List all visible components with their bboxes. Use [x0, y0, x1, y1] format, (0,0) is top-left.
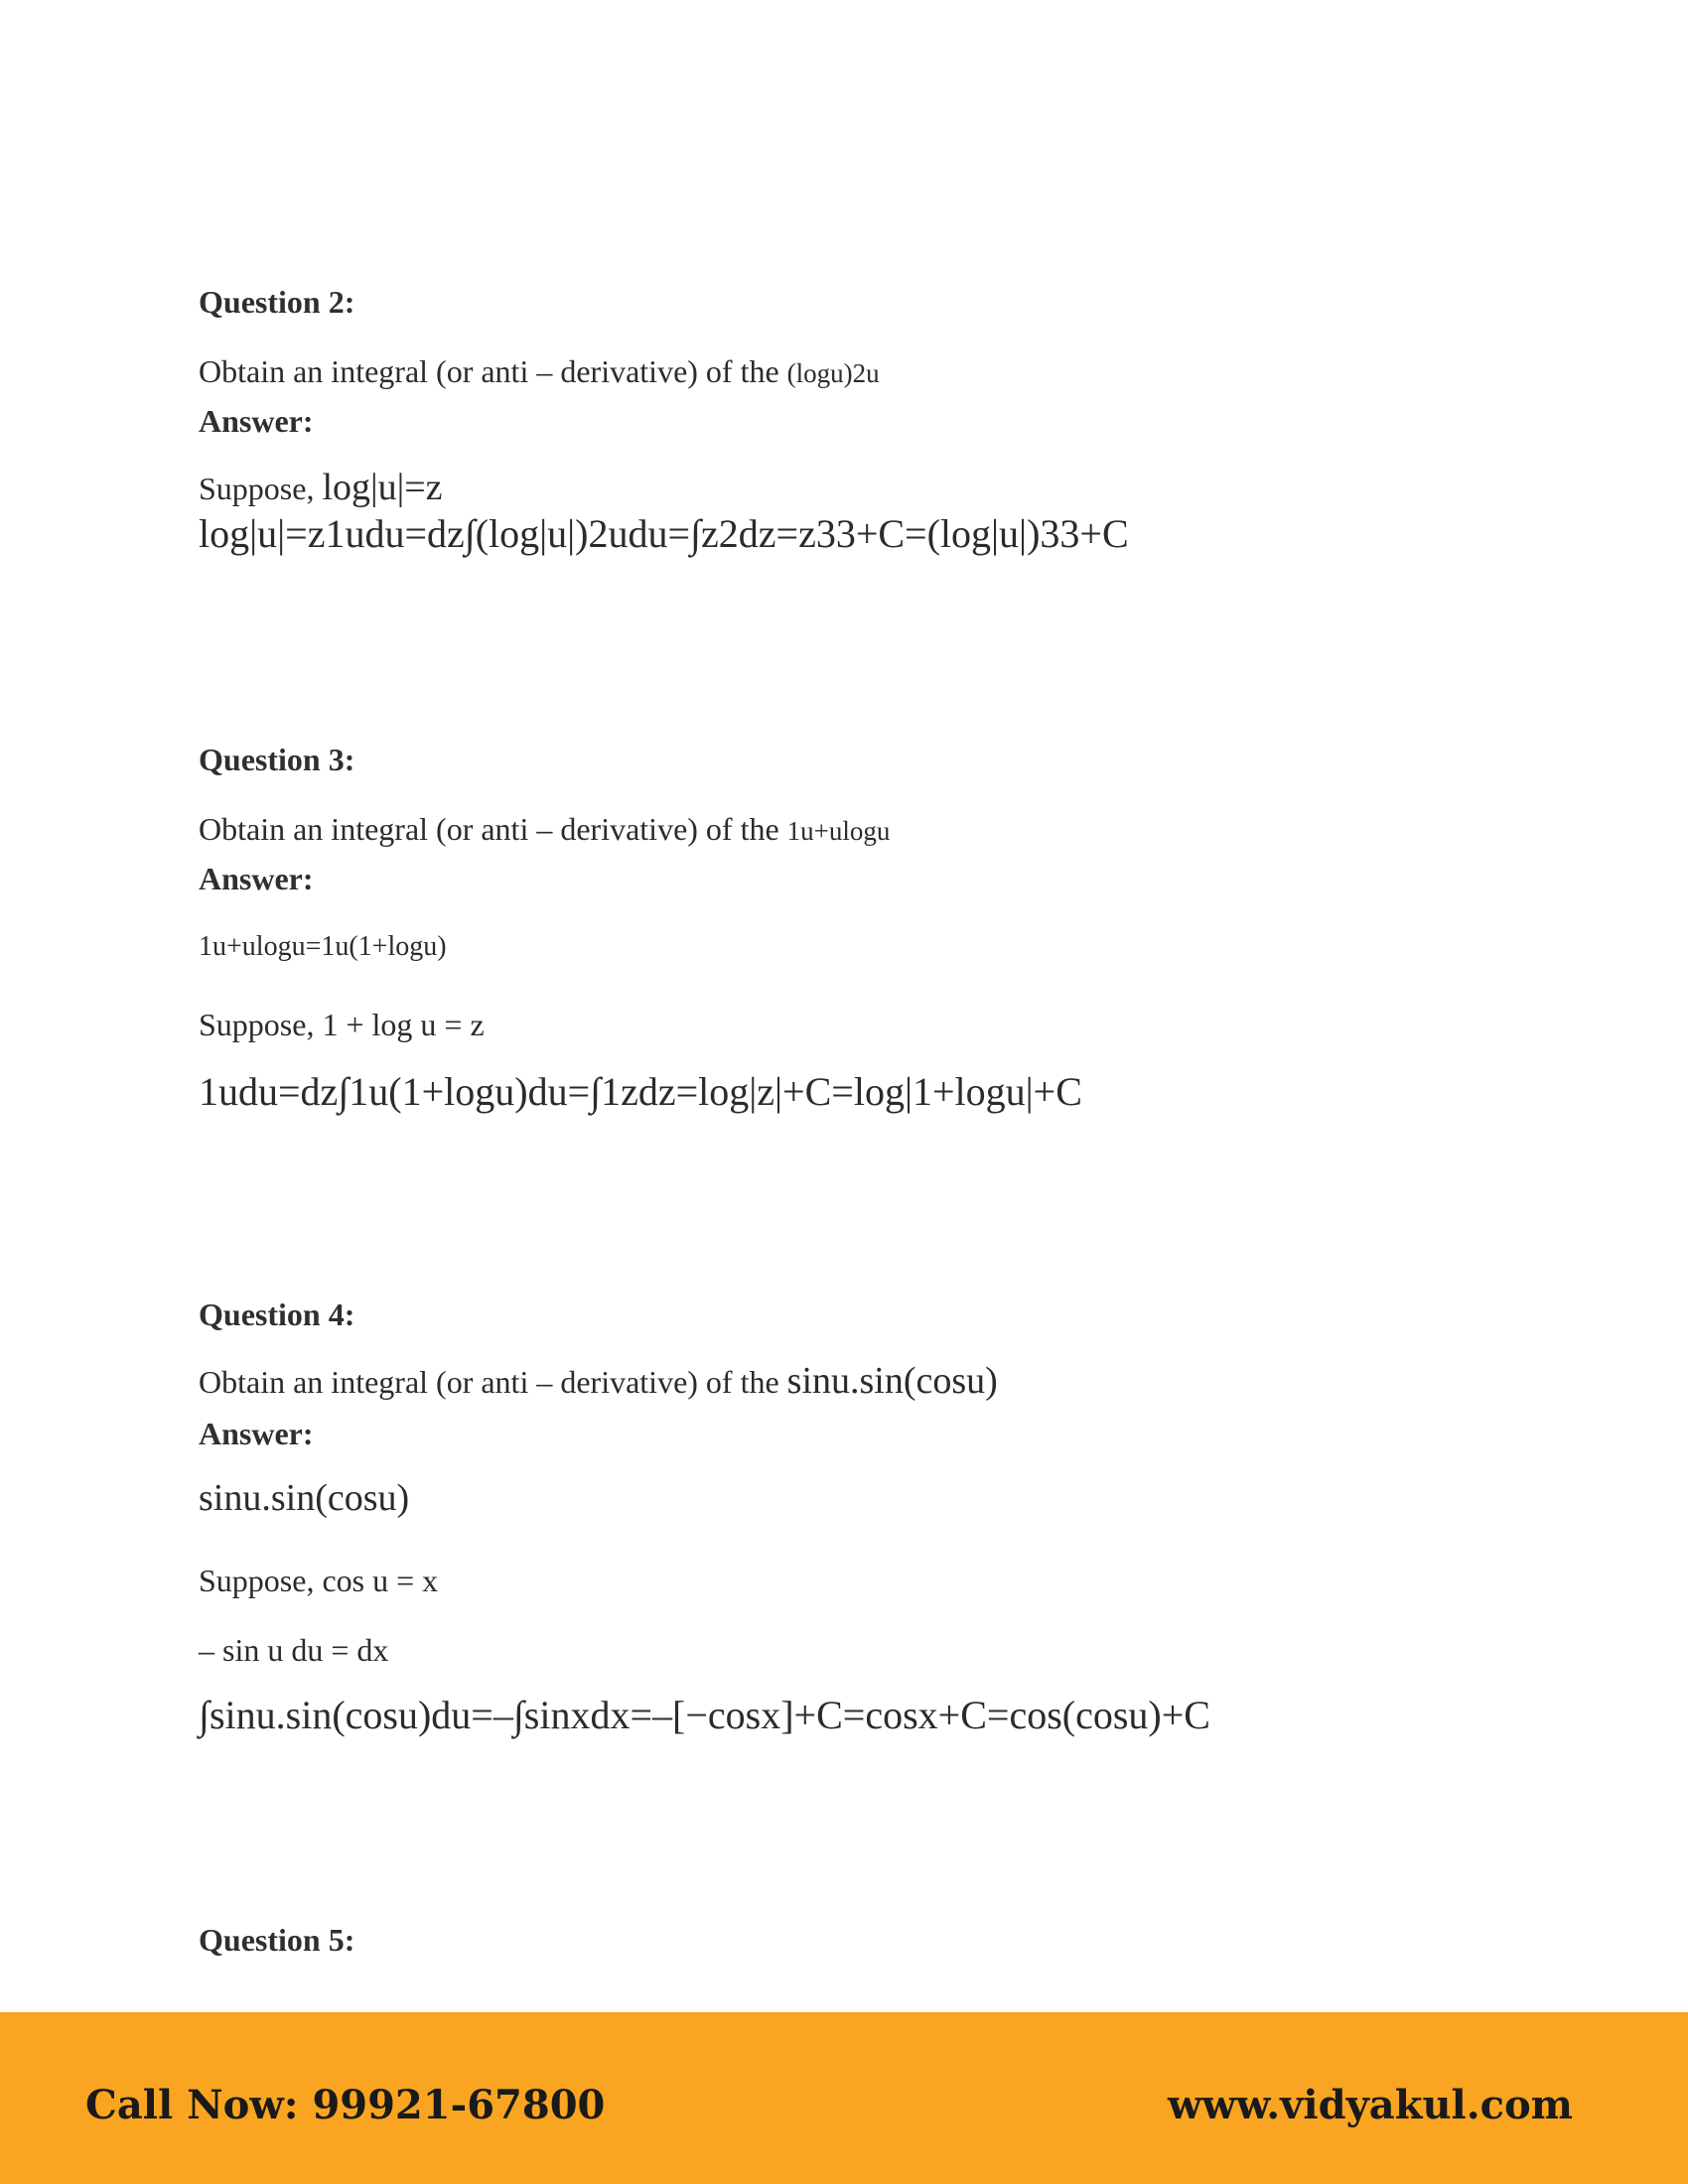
question-4-heading: Question 4:	[199, 1297, 355, 1332]
question-4-prompt	[199, 1362, 998, 1400]
prompt-text: Obtain an integral (or anti – derivative) of the	[199, 1364, 787, 1400]
prompt-text: Obtain an integral (or anti – derivative) of the	[199, 811, 787, 847]
question-2-prompt	[199, 355, 880, 387]
question-3-heading: Question 3:	[199, 742, 355, 777]
question-3-answer-label: Answer:	[199, 861, 314, 896]
prompt-expression: sinu.sin(cosu)	[786, 1360, 998, 1402]
question-2-answer-line-2: log|u|=z1udu=dz∫(log|u|)2udu=∫z2dz=z33+C=(log|u|)33+C	[199, 511, 1129, 556]
question-4-answer-line-3: – sin u du = dx	[199, 1632, 389, 1668]
question-3-prompt	[199, 813, 890, 845]
question-4-answer-label: Answer:	[199, 1416, 314, 1451]
question-4-answer-line-4: ∫sinu.sin(cosu)du=–∫sinxdx=–[−cosx]+C=cosx+C=cos(cosu)+C	[199, 1693, 1210, 1737]
footer-banner	[0, 2012, 1688, 2184]
footer-website-link[interactable]: www.vidyakul.com	[1167, 2082, 1573, 2128]
prompt-text: Obtain an integral (or anti – derivative) of the	[199, 353, 787, 389]
question-2-answer-line-1	[199, 469, 443, 506]
answer-text: Suppose,	[199, 471, 323, 506]
question-4-answer-line-2: Suppose, cos u = x	[199, 1563, 439, 1598]
question-2-answer-label: Answer:	[199, 403, 314, 439]
question-3-answer-line-2: Suppose, 1 + log u = z	[199, 1007, 485, 1042]
answer-math: log|u|=z	[322, 467, 443, 508]
footer-phone[interactable]: Call Now: 99921-67800	[85, 2082, 606, 2128]
question-3-answer-line-3: 1udu=dz∫1u(1+logu)du=∫1zdz=log|z|+C=log|1+logu|+C	[199, 1069, 1082, 1114]
prompt-expression: 1u+ulogu	[786, 816, 891, 846]
question-4-answer-line-1: sinu.sin(cosu)	[199, 1477, 410, 1519]
question-2-heading: Question 2:	[199, 284, 355, 320]
question-3-answer-line-1: 1u+ulogu=1u(1+logu)	[199, 931, 447, 962]
question-5-heading: Question 5:	[199, 1922, 355, 1958]
prompt-expression: (logu)2u	[786, 358, 880, 388]
